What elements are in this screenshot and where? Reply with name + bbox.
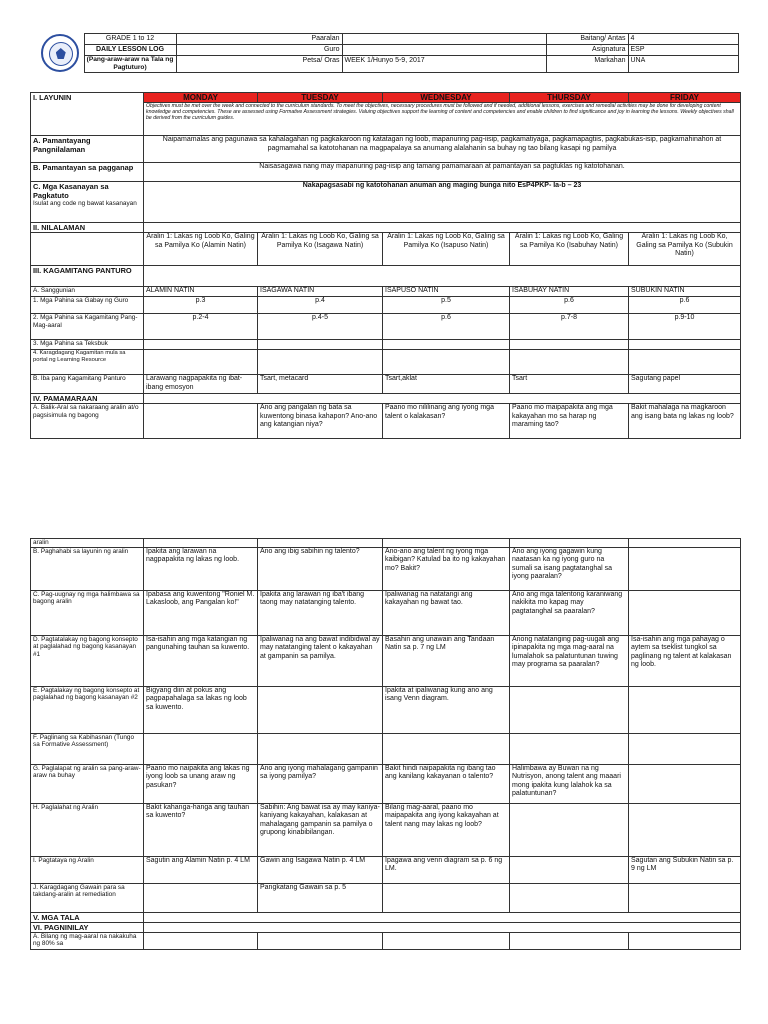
balik-aral-tuesday: Ano ang pangalan ng bata sa kuwentong binasa kahapon? Ano-ano ang katangian niya? <box>258 404 383 439</box>
paglalahat-monday: Bakit kahanga-hanga ang tauhan sa kuwento? <box>144 803 258 856</box>
pamantayang-pangnilalaman-label: A. Pamantayang Pangnilalaman <box>31 136 144 163</box>
gabay-guro-friday: p.6 <box>629 297 741 314</box>
kasanayan-sublabel: Isulat ang code ng bawat kasanayan <box>33 200 137 207</box>
learning-resource-wednesday <box>383 350 510 375</box>
mga-tala-label: V. MGA TALA <box>31 912 144 922</box>
paglinang-label: F. Paglinang sa Kabihasnan (Tungo sa Formative Assessment) <box>31 733 144 764</box>
nilalaman-friday: Aralin 1: Lakas ng Loob Ko, Galing sa Pamilya Ko (Subukin Natin) <box>629 233 741 266</box>
sanggunian-tuesday: ISAGAWA NATIN <box>258 287 383 297</box>
pamantayan-sa-pagganap-label: B. Pamantayan sa pagganap <box>31 163 144 182</box>
karagdagang-gawain-friday <box>629 883 741 912</box>
day-tuesday: TUESDAY <box>258 93 383 103</box>
school-value <box>342 34 546 45</box>
gabay-guro-tuesday: p.4 <box>258 297 383 314</box>
nilalaman-tuesday: Aralin 1: Lakas ng Loob Ko, Galing sa Pamilya Ko (Isagawa Natin) <box>258 233 383 266</box>
kasanayan-cell <box>31 182 144 223</box>
paglalahat-thursday <box>510 803 629 856</box>
day-friday: FRIDAY <box>629 93 741 103</box>
iba-pang-kagamitan-tuesday: Tsart, metacard <box>258 375 383 394</box>
document-subtitle: (Pang-araw-araw na Tala ng Pagtuturo) <box>84 56 176 73</box>
level-value: 4 <box>628 34 738 45</box>
lesson-log-table-part1 <box>30 92 741 439</box>
balik-aral-label: A. Balik-Aral sa nakaraang aralin at/o pagsisimula ng bagong <box>31 404 144 439</box>
kagamitang-mag-aaral-tuesday: p.4-5 <box>258 314 383 340</box>
day-header-row <box>31 93 741 103</box>
pagtatalakay-1-monday: Isa-isahin ang mga katangian ng pangunahing tauhan sa kuwento. <box>144 635 258 686</box>
paghahabi-label: B. Paghahabi sa layunin ng aralin <box>31 547 144 590</box>
paglalapat-tuesday: Ano ang iyong mahalagang gampanin sa iyong pamilya? <box>258 764 383 803</box>
pag-uugnay-monday: Ipabasa ang kuwentong "Roniel M. Lakasloob, ang Pangalan ko!" <box>144 590 258 635</box>
pagninilay-spacer <box>144 922 741 932</box>
kagamitang-mag-aaral-wednesday: p.6 <box>383 314 510 340</box>
pamantayang-pangnilalaman-text: Naipamamalas ang pagunawa sa kahalagahan ng pagkakaroon ng katatagan ng loob, mapanuring pag-iisip, pagkamatiyaga, pagkamapagtiis, pagkabukas-isip, pagkamahinahon at pagmamahal sa katotohanan na magpapalaya sa anumang alalahanin sa buhay ng tao bilang kasapi ng pamilya <box>144 136 741 163</box>
date-value: WEEK 1/Hunyo 5-9, 2017 <box>342 56 546 73</box>
teacher-label: Guro <box>176 45 342 56</box>
gabay-guro-label: 1. Mga Pahina sa Gabay ng Guro <box>31 297 144 314</box>
subject-value: ESP <box>628 45 738 56</box>
pagtataya-wednesday: Ipagawa ang venn diagram sa p. 6 ng LM. <box>383 856 510 883</box>
paghahabi-thursday: Ano ang iyong gagawin kung naatasan ka ng iyong guro na sumali sa isang pagtatanghal sa iyong paaralan? <box>510 547 629 590</box>
kagamitang-panturo-spacer <box>144 266 741 287</box>
iba-pang-kagamitan-friday: Sagutang papel <box>629 375 741 394</box>
learning-resource-monday <box>144 350 258 375</box>
deped-seal-icon <box>41 34 79 72</box>
sanggunian-label: A. Sanggunian <box>31 287 144 297</box>
iba-pang-kagamitan-thursday: Tsart <box>510 375 629 394</box>
pamamaraan-label: IV. PAMAMARAAN <box>31 394 144 404</box>
teksbuk-tuesday <box>258 340 383 350</box>
pagtataya-label: I. Pagtataya ng Aralin <box>31 856 144 883</box>
pagtalakay-2-thursday <box>510 686 629 733</box>
nilalaman-empty <box>31 233 144 266</box>
teksbuk-monday <box>144 340 258 350</box>
balik-aral-continuation: aralin <box>31 539 144 548</box>
nilalaman-wednesday: Aralin 1: Lakas ng Loob Ko, Galing sa Pamilya Ko (Isapuso Natin) <box>383 233 510 266</box>
pagtalakay-2-tuesday <box>258 686 383 733</box>
paglalapat-monday: Paano mo naipakita ang lakas ng iyong loob sa unang araw ng pasukan? <box>144 764 258 803</box>
pagtatalakay-1-friday: Isa-isahin ang mga pahayag o aytem sa tseklist tungkol sa paglinang ng talent at kalakasan ng loob. <box>629 635 741 686</box>
paglalahat-wednesday: Bilang mag-aaral, paano mo maipapakita ang iyong kakayahan at talent nang may lakas ng loob? <box>383 803 510 856</box>
document-title: DAILY LESSON LOG <box>84 45 176 56</box>
teacher-value <box>342 45 546 56</box>
sanggunian-wednesday: ISAPUSO NATIN <box>383 287 510 297</box>
paghahabi-tuesday: Ano ang ibig sabihin ng talento? <box>258 547 383 590</box>
school-label: Paaralan <box>176 34 342 45</box>
paglalapat-label: G. Paglalapat ng aralin sa pang-araw-araw na buhay <box>31 764 144 803</box>
pag-uugnay-friday <box>629 590 741 635</box>
pag-uugnay-tuesday: Ipakita ang larawan ng iba't ibang taong may natatanging talento. <box>258 590 383 635</box>
balik-aral-monday <box>144 404 258 439</box>
learning-resource-friday <box>629 350 741 375</box>
learning-resource-tuesday <box>258 350 383 375</box>
grade-label: GRADE 1 to 12 <box>84 34 176 45</box>
learning-resource-thursday <box>510 350 629 375</box>
day-monday: MONDAY <box>144 93 258 103</box>
logo-cell <box>36 34 84 73</box>
pagtataya-thursday <box>510 856 629 883</box>
subject-label: Asignatura <box>546 45 628 56</box>
layunin-note: Objectives must be met over the week and connected to the curriculum standards. To meet the objectives, necessary procedures must be followed and if needed, additional lessons, exercises and remedial activities may be done for developing content knowledge and competencies. These are assessed using Formative Assessment strategies. Valuing objectives support the learning of content and competencies and enable children to find significance and joy in learning the lessons. Weekly objectives shall be derived from the curriculum guides. <box>144 103 741 136</box>
karagdagang-gawain-thursday <box>510 883 629 912</box>
pagtalakay-2-wednesday: Ipakita at ipaliwanag kung ano ang isang Venn diagram. <box>383 686 510 733</box>
day-thursday: THURSDAY <box>510 93 629 103</box>
balik-aral-friday: Bakit mahalaga na magkaroon ang isang bata ng lakas ng loob? <box>629 404 741 439</box>
paghahabi-monday: Ipakita ang larawan na nagpapakita ng lakas ng loob. <box>144 547 258 590</box>
paglalapat-thursday: Halimbawa ay Buwan na ng Nutrisyon, anong talent ang maaari mong ipakita kung lalahok ka sa palatuntunan? <box>510 764 629 803</box>
nilalaman-thursday: Aralin 1: Lakas ng Loob Ko, Galing sa Pamilya Ko (Isabuhay Natin) <box>510 233 629 266</box>
pagtalakay-2-label: E. Pagtalakay ng bagong konsepto at paglalahad ng bagong kasanayan #2 <box>31 686 144 733</box>
kagamitang-mag-aaral-label: 2. Mga Pahina sa Kagamitang Pang-Mag-aaral <box>31 314 144 340</box>
balik-aral-thursday: Paano mo maipapakita ang mga kakayahan mo sa harap ng maraming tao? <box>510 404 629 439</box>
pagtataya-friday: Sagutan ang Subukin Natin sa p. 9 ng LM <box>629 856 741 883</box>
karagdagang-gawain-monday <box>144 883 258 912</box>
learning-resource-label: 4. Karagdagang Kagamitan mula sa portal ng Learning Resource <box>31 350 144 375</box>
kagamitang-panturo-label: III. KAGAMITANG PANTURO <box>31 266 144 287</box>
kagamitang-mag-aaral-monday: p.2-4 <box>144 314 258 340</box>
gabay-guro-monday: p.3 <box>144 297 258 314</box>
sanggunian-thursday: ISABUHAY NATIN <box>510 287 629 297</box>
date-label: Petsa/ Oras <box>176 56 342 73</box>
pagtataya-monday: Sagutin ang Alamin Natin p. 4 LM <box>144 856 258 883</box>
gabay-guro-wednesday: p.5 <box>383 297 510 314</box>
pamantayan-sa-pagganap-text: Naisasagawa nang may mapanuring pag-iisip ang tamang pamamaraan at pamantayan sa pagtuklas ng katotohanan. <box>144 163 741 182</box>
sanggunian-monday: ALAMIN NATIN <box>144 287 258 297</box>
pamamaraan-spacer <box>144 394 741 404</box>
pagtataya-tuesday: Gawin ang Isagawa Natin p. 4 LM <box>258 856 383 883</box>
pagtalakay-2-friday <box>629 686 741 733</box>
teksbuk-friday <box>629 340 741 350</box>
nilalaman-label: II. NILALAMAN <box>31 223 144 233</box>
teksbuk-thursday <box>510 340 629 350</box>
mga-tala-content <box>144 912 741 922</box>
lesson-log-table-part2 <box>30 538 741 950</box>
pag-uugnay-wednesday: Ipaliwanag na natatangi ang kakayahan ng bawat tao. <box>383 590 510 635</box>
pagtatalakay-1-thursday: Anong natatanging pag-uugali ang ipinapakita ng mga mag-aaral na lumalahok sa palatuntunan tuwing may programa sa paaralan? <box>510 635 629 686</box>
nilalaman-spacer <box>144 223 741 233</box>
pagninilay-label: VI. PAGNINILAY <box>31 922 144 932</box>
quarter-value: UNA <box>628 56 738 73</box>
pagtatalakay-1-wednesday: Basahin ang unawain ang Tandaan Natin sa p. 7 ng LM <box>383 635 510 686</box>
teksbuk-label: 3. Mga Pahina sa Teksbuk <box>31 340 144 350</box>
nilalaman-monday: Aralin 1: Lakas ng Loob Ko, Galing sa Pamilya Ko (Alamin Natin) <box>144 233 258 266</box>
iba-pang-kagamitan-wednesday: Tsart,aklat <box>383 375 510 394</box>
level-label: Baitang/ Antas <box>546 34 628 45</box>
karagdagang-gawain-tuesday: Pangkatang Gawain sa p. 5 <box>258 883 383 912</box>
paglalapat-wednesday: Bakit hindi naipapakita ng ibang tao ang kanilang kakayanan o talento? <box>383 764 510 803</box>
sanggunian-friday: SUBUKIN NATIN <box>629 287 741 297</box>
kasanayan-label: C. Mga Kasanayan sa Pagkatuto <box>33 182 109 200</box>
paglalahat-friday <box>629 803 741 856</box>
teksbuk-wednesday <box>383 340 510 350</box>
balik-aral-wednesday: Paano mo nililinang ang iyong mga talent o kalakasan? <box>383 404 510 439</box>
paglalahat-tuesday: Sabihin: Ang bawat isa ay may kaniya-kaniyang kakayahan, kalakasan at mahalagang gampanin sa pamilya o grupong kinabibilangan. <box>258 803 383 856</box>
layunin-label: I. LAYUNIN <box>31 93 144 136</box>
paglalapat-friday <box>629 764 741 803</box>
day-wednesday: WEDNESDAY <box>383 93 510 103</box>
pagtatalakay-1-tuesday: Ipaliwanag na ang bawat indibidwal ay may natatanging talent o kakayahan at gampanin sa pamilya. <box>258 635 383 686</box>
paghahabi-friday <box>629 547 741 590</box>
paglalahat-label: H. Paglalahat ng Aralin <box>31 803 144 856</box>
quarter-label: Markahan <box>546 56 628 73</box>
kagamitang-mag-aaral-thursday: p.7-8 <box>510 314 629 340</box>
karagdagang-gawain-wednesday <box>383 883 510 912</box>
pagtatalakay-1-label: D. Pagtatalakay ng bagong konsepto at paglalahad ng bagong kasanayan #1 <box>31 635 144 686</box>
iba-pang-kagamitan-monday: Larawang nagpapakita ng ibat-ibang emosyon <box>144 375 258 394</box>
pag-uugnay-label: C. Pag-uugnay ng mga halimbawa sa bagong aralin <box>31 590 144 635</box>
header-table <box>36 33 739 73</box>
bilang-mag-aaral-label: A. Bilang ng mag-aaral na nakakuha ng 80% sa <box>31 932 144 949</box>
kagamitang-mag-aaral-friday: p.9-10 <box>629 314 741 340</box>
paghahabi-wednesday: Ano-ano ang talent ng iyong mga kaibigan? Katulad ba ito ng kakayahan mo? Bakit? <box>383 547 510 590</box>
karagdagang-gawain-label: J. Karagdagang Gawain para sa takdang-aralin at remediation <box>31 883 144 912</box>
gabay-guro-thursday: p.6 <box>510 297 629 314</box>
pagtalakay-2-monday: Bigyang diin at pokus ang pagpapahalaga sa lakas ng loob sa kuwento. <box>144 686 258 733</box>
iba-pang-kagamitan-label: B. Iba pang Kagamitang Panturo <box>31 375 144 394</box>
pag-uugnay-thursday: Ano ang mga talentong karaniwang nakikita mo kapag may pagtatanghal sa paaralan? <box>510 590 629 635</box>
kasanayan-text: Nakapagsasabi ng katotohanan anuman ang maging bunga nito EsP4PKP- Ia-b – 23 <box>144 182 741 223</box>
